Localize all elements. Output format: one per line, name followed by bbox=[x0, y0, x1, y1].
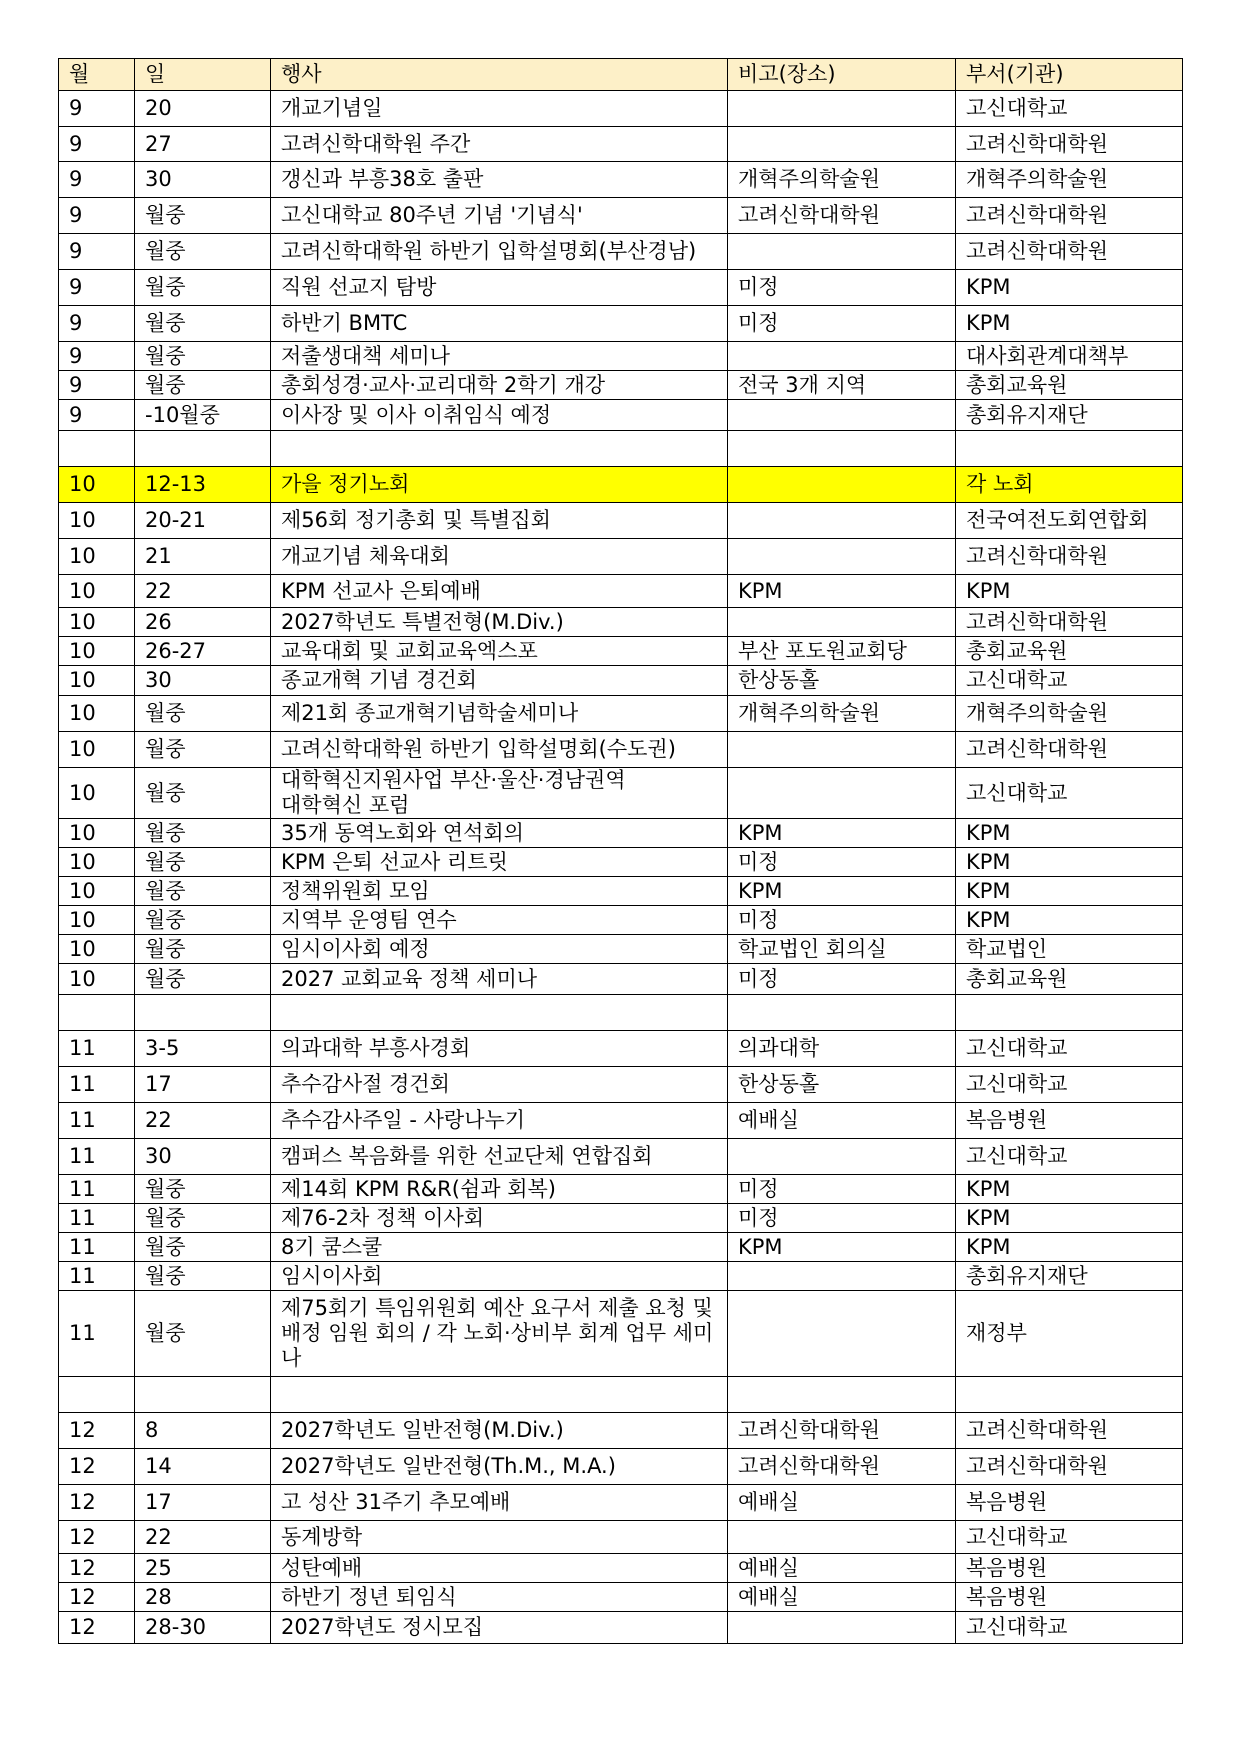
cell-event: 갱신과 부흥38호 출판 bbox=[271, 162, 728, 198]
cell-dept bbox=[956, 1377, 1183, 1413]
cell-dept: KPM bbox=[956, 306, 1183, 342]
cell-note bbox=[728, 127, 956, 162]
table-row bbox=[59, 819, 1183, 848]
table-row bbox=[59, 732, 1183, 768]
header-event: 행사 bbox=[271, 59, 728, 91]
cell-note: KPM bbox=[728, 575, 956, 608]
cell-day: 월중 bbox=[135, 306, 271, 342]
cell-event: 2027학년도 일반전형(M.Div.) bbox=[271, 1413, 728, 1449]
cell-note: KPM bbox=[728, 1233, 956, 1262]
table-row bbox=[59, 696, 1183, 732]
cell-dept: KPM bbox=[956, 1204, 1183, 1233]
cell-day: 월중 bbox=[135, 1291, 271, 1377]
cell-event: 성탄예배 bbox=[271, 1554, 728, 1583]
cell-day: 월중 bbox=[135, 342, 271, 371]
cell-dept: 전국여전도회연합회 bbox=[956, 503, 1183, 539]
cell-dept: 고신대학교 bbox=[956, 1031, 1183, 1067]
cell-note: 예배실 bbox=[728, 1583, 956, 1612]
cell-dept: 고신대학교 bbox=[956, 1521, 1183, 1554]
cell-month: 11 bbox=[59, 1175, 135, 1204]
cell-day: 22 bbox=[135, 575, 271, 608]
cell-dept: 복음병원 bbox=[956, 1583, 1183, 1612]
cell-dept: 고신대학교 bbox=[956, 1139, 1183, 1175]
cell-dept: 개혁주의학술원 bbox=[956, 696, 1183, 732]
table-row bbox=[59, 608, 1183, 637]
table-row bbox=[59, 964, 1183, 995]
cell-dept bbox=[956, 995, 1183, 1031]
table-row bbox=[59, 234, 1183, 270]
cell-month: 10 bbox=[59, 608, 135, 637]
cell-month: 10 bbox=[59, 964, 135, 995]
cell-note bbox=[728, 1262, 956, 1291]
cell-day: 월중 bbox=[135, 877, 271, 906]
cell-day: 월중 bbox=[135, 1262, 271, 1291]
cell-event: 종교개혁 기념 경건회 bbox=[271, 666, 728, 696]
cell-month: 10 bbox=[59, 575, 135, 608]
cell-note: 고려신학대학원 bbox=[728, 1449, 956, 1485]
cell-month: 10 bbox=[59, 935, 135, 964]
cell-month: 10 bbox=[59, 768, 135, 819]
cell-month: 10 bbox=[59, 819, 135, 848]
cell-day: 3-5 bbox=[135, 1031, 271, 1067]
cell-day: 28-30 bbox=[135, 1612, 271, 1644]
cell-note: 예배실 bbox=[728, 1485, 956, 1521]
table-row bbox=[59, 1103, 1183, 1139]
cell-day: 월중 bbox=[135, 1233, 271, 1262]
cell-month: 12 bbox=[59, 1521, 135, 1554]
table-row bbox=[59, 162, 1183, 198]
cell-event bbox=[271, 1377, 728, 1413]
cell-day: 월중 bbox=[135, 371, 271, 400]
cell-day: 27 bbox=[135, 127, 271, 162]
cell-dept: KPM bbox=[956, 575, 1183, 608]
cell-day bbox=[135, 431, 271, 467]
table-row bbox=[59, 400, 1183, 431]
cell-day: 30 bbox=[135, 1139, 271, 1175]
cell-note: 예배실 bbox=[728, 1103, 956, 1139]
cell-dept: 대사회관계대책부 bbox=[956, 342, 1183, 371]
table-row bbox=[59, 1521, 1183, 1554]
table-row bbox=[59, 91, 1183, 127]
cell-note bbox=[728, 1139, 956, 1175]
table-row bbox=[59, 371, 1183, 400]
cell-note: 고려신학대학원 bbox=[728, 1413, 956, 1449]
table-body bbox=[59, 91, 1183, 1644]
table-row bbox=[59, 637, 1183, 666]
cell-event: 하반기 BMTC bbox=[271, 306, 728, 342]
table-row bbox=[59, 768, 1183, 819]
cell-month: 11 bbox=[59, 1233, 135, 1262]
cell-note bbox=[728, 467, 956, 503]
cell-month: 12 bbox=[59, 1485, 135, 1521]
cell-event: 캠퍼스 복음화를 위한 선교단체 연합집회 bbox=[271, 1139, 728, 1175]
cell-dept: 총회교육원 bbox=[956, 964, 1183, 995]
header-day: 일 bbox=[135, 59, 271, 91]
cell-event: 2027 교회교육 정책 세미나 bbox=[271, 964, 728, 995]
cell-event bbox=[271, 995, 728, 1031]
cell-note: 한상동홀 bbox=[728, 1067, 956, 1103]
cell-note: 고려신학대학원 bbox=[728, 198, 956, 234]
cell-month: 9 bbox=[59, 162, 135, 198]
cell-day: 26 bbox=[135, 608, 271, 637]
table-row bbox=[59, 1554, 1183, 1583]
table-row bbox=[59, 127, 1183, 162]
cell-month: 11 bbox=[59, 1204, 135, 1233]
cell-note bbox=[728, 608, 956, 637]
cell-day: -10월중 bbox=[135, 400, 271, 431]
cell-day: 월중 bbox=[135, 906, 271, 935]
cell-event: 임시이사회 bbox=[271, 1262, 728, 1291]
cell-event: KPM 선교사 은퇴예배 bbox=[271, 575, 728, 608]
table-row bbox=[59, 575, 1183, 608]
cell-event: 추수감사주일 - 사랑나누기 bbox=[271, 1103, 728, 1139]
cell-note: 미정 bbox=[728, 1175, 956, 1204]
cell-event: 대학혁신지원사업 부산·울산·경남권역 대학혁신 포럼 bbox=[271, 768, 728, 819]
table-row bbox=[59, 198, 1183, 234]
table-row bbox=[59, 1031, 1183, 1067]
cell-month: 10 bbox=[59, 637, 135, 666]
cell-day: 21 bbox=[135, 539, 271, 575]
cell-event: 제21회 종교개혁기념학술세미나 bbox=[271, 696, 728, 732]
cell-day: 20 bbox=[135, 91, 271, 127]
table-row bbox=[59, 877, 1183, 906]
cell-note bbox=[728, 91, 956, 127]
cell-dept: 고려신학대학원 bbox=[956, 732, 1183, 768]
cell-note: KPM bbox=[728, 819, 956, 848]
cell-dept: 고신대학교 bbox=[956, 1612, 1183, 1644]
cell-event: 임시이사회 예정 bbox=[271, 935, 728, 964]
cell-dept: 학교법인 bbox=[956, 935, 1183, 964]
cell-event: 35개 동역노회와 연석회의 bbox=[271, 819, 728, 848]
cell-dept: 고려신학대학원 bbox=[956, 1449, 1183, 1485]
cell-day: 28 bbox=[135, 1583, 271, 1612]
cell-day: 월중 bbox=[135, 935, 271, 964]
cell-event: 개교기념 체육대회 bbox=[271, 539, 728, 575]
cell-month: 11 bbox=[59, 1103, 135, 1139]
table-row bbox=[59, 503, 1183, 539]
cell-day: 30 bbox=[135, 162, 271, 198]
table-row bbox=[59, 342, 1183, 371]
cell-note: 한상동홀 bbox=[728, 666, 956, 696]
cell-event: 총회성경·교사·교리대학 2학기 개강 bbox=[271, 371, 728, 400]
cell-month: 11 bbox=[59, 1067, 135, 1103]
cell-month: 12 bbox=[59, 1583, 135, 1612]
table-row bbox=[59, 995, 1183, 1031]
cell-dept: 총회교육원 bbox=[956, 637, 1183, 666]
cell-month: 10 bbox=[59, 906, 135, 935]
cell-month: 9 bbox=[59, 400, 135, 431]
header-dept: 부서(기관) bbox=[956, 59, 1183, 91]
header-note: 비고(장소) bbox=[728, 59, 956, 91]
table-row bbox=[59, 1449, 1183, 1485]
cell-dept: KPM bbox=[956, 877, 1183, 906]
cell-day: 17 bbox=[135, 1485, 271, 1521]
cell-month: 9 bbox=[59, 306, 135, 342]
table-row bbox=[59, 1262, 1183, 1291]
cell-note bbox=[728, 1377, 956, 1413]
cell-event: 교육대회 및 교회교육엑스포 bbox=[271, 637, 728, 666]
cell-note bbox=[728, 234, 956, 270]
cell-dept: KPM bbox=[956, 1233, 1183, 1262]
cell-event: 저출생대책 세미나 bbox=[271, 342, 728, 371]
cell-event bbox=[271, 431, 728, 467]
cell-note bbox=[728, 768, 956, 819]
cell-month: 12 bbox=[59, 1449, 135, 1485]
cell-dept: 고신대학교 bbox=[956, 91, 1183, 127]
cell-month: 9 bbox=[59, 127, 135, 162]
cell-dept: 고려신학대학원 bbox=[956, 234, 1183, 270]
cell-month: 10 bbox=[59, 503, 135, 539]
cell-event: 고려신학대학원 하반기 입학설명회(수도권) bbox=[271, 732, 728, 768]
cell-note: 부산 포도원교회당 bbox=[728, 637, 956, 666]
cell-month bbox=[59, 995, 135, 1031]
cell-note: 미정 bbox=[728, 848, 956, 877]
cell-month: 9 bbox=[59, 270, 135, 306]
cell-dept: 고려신학대학원 bbox=[956, 127, 1183, 162]
schedule-table bbox=[58, 58, 1183, 1644]
cell-dept: 고신대학교 bbox=[956, 666, 1183, 696]
table-row bbox=[59, 431, 1183, 467]
cell-month: 10 bbox=[59, 848, 135, 877]
cell-event: 2027학년도 특별전형(M.Div.) bbox=[271, 608, 728, 637]
cell-event: 2027학년도 일반전형(Th.M., M.A.) bbox=[271, 1449, 728, 1485]
cell-event: 이사장 및 이사 이취임식 예정 bbox=[271, 400, 728, 431]
cell-dept: 고려신학대학원 bbox=[956, 608, 1183, 637]
cell-dept: 총회교육원 bbox=[956, 371, 1183, 400]
cell-dept: 고신대학교 bbox=[956, 1067, 1183, 1103]
cell-note bbox=[728, 503, 956, 539]
cell-day: 8 bbox=[135, 1413, 271, 1449]
cell-note: 미정 bbox=[728, 964, 956, 995]
cell-month: 11 bbox=[59, 1291, 135, 1377]
cell-event: 제56회 정기총회 및 특별집회 bbox=[271, 503, 728, 539]
cell-note: 미정 bbox=[728, 906, 956, 935]
cell-dept: 고려신학대학원 bbox=[956, 198, 1183, 234]
cell-month: 10 bbox=[59, 877, 135, 906]
cell-note: 미정 bbox=[728, 1204, 956, 1233]
cell-note bbox=[728, 732, 956, 768]
cell-event: KPM 은퇴 선교사 리트릿 bbox=[271, 848, 728, 877]
cell-day bbox=[135, 1377, 271, 1413]
cell-note: KPM bbox=[728, 877, 956, 906]
cell-month: 11 bbox=[59, 1031, 135, 1067]
cell-note bbox=[728, 431, 956, 467]
table-row bbox=[59, 1204, 1183, 1233]
cell-dept: KPM bbox=[956, 819, 1183, 848]
table-row bbox=[59, 1612, 1183, 1644]
cell-month bbox=[59, 1377, 135, 1413]
cell-dept: 총회유지재단 bbox=[956, 400, 1183, 431]
cell-dept: 총회유지재단 bbox=[956, 1262, 1183, 1291]
cell-month: 10 bbox=[59, 666, 135, 696]
cell-month: 12 bbox=[59, 1554, 135, 1583]
cell-day: 22 bbox=[135, 1521, 271, 1554]
table-row bbox=[59, 1067, 1183, 1103]
cell-event: 제75회기 특임위원회 예산 요구서 제출 요청 및 배정 임원 회의 / 각 노회·상비부 회계 업무 세미나 bbox=[271, 1291, 728, 1377]
table-header-row bbox=[59, 59, 1183, 91]
cell-day: 17 bbox=[135, 1067, 271, 1103]
cell-day: 월중 bbox=[135, 768, 271, 819]
cell-month: 9 bbox=[59, 342, 135, 371]
cell-dept: KPM bbox=[956, 1175, 1183, 1204]
cell-dept: KPM bbox=[956, 270, 1183, 306]
cell-month: 12 bbox=[59, 1413, 135, 1449]
cell-event: 직원 선교지 탐방 bbox=[271, 270, 728, 306]
cell-day: 월중 bbox=[135, 270, 271, 306]
table-row bbox=[59, 666, 1183, 696]
cell-day: 월중 bbox=[135, 964, 271, 995]
table-row bbox=[59, 539, 1183, 575]
cell-month: 9 bbox=[59, 234, 135, 270]
cell-note: 미정 bbox=[728, 270, 956, 306]
cell-event: 추수감사절 경건회 bbox=[271, 1067, 728, 1103]
cell-event: 의과대학 부흥사경회 bbox=[271, 1031, 728, 1067]
cell-dept: 복음병원 bbox=[956, 1554, 1183, 1583]
cell-event: 정책위원회 모임 bbox=[271, 877, 728, 906]
cell-note bbox=[728, 342, 956, 371]
cell-day: 25 bbox=[135, 1554, 271, 1583]
cell-dept: 재정부 bbox=[956, 1291, 1183, 1377]
cell-event: 가을 정기노회 bbox=[271, 467, 728, 503]
cell-event: 고 성산 31주기 추모예배 bbox=[271, 1485, 728, 1521]
cell-event: 하반기 정년 퇴임식 bbox=[271, 1583, 728, 1612]
cell-month: 9 bbox=[59, 371, 135, 400]
cell-month: 11 bbox=[59, 1262, 135, 1291]
table-row bbox=[59, 306, 1183, 342]
table-row bbox=[59, 467, 1183, 503]
table-row bbox=[59, 848, 1183, 877]
cell-dept: 복음병원 bbox=[956, 1103, 1183, 1139]
table-row bbox=[59, 1175, 1183, 1204]
cell-day: 월중 bbox=[135, 198, 271, 234]
cell-event: 지역부 운영팀 연수 bbox=[271, 906, 728, 935]
cell-event: 8기 쿰스쿨 bbox=[271, 1233, 728, 1262]
cell-dept: 개혁주의학술원 bbox=[956, 162, 1183, 198]
cell-day: 월중 bbox=[135, 1204, 271, 1233]
cell-note: 미정 bbox=[728, 306, 956, 342]
table-row bbox=[59, 1583, 1183, 1612]
cell-dept: 복음병원 bbox=[956, 1485, 1183, 1521]
cell-month: 10 bbox=[59, 732, 135, 768]
cell-day: 월중 bbox=[135, 819, 271, 848]
table-row bbox=[59, 1233, 1183, 1262]
cell-day: 30 bbox=[135, 666, 271, 696]
cell-month: 12 bbox=[59, 1612, 135, 1644]
cell-day: 월중 bbox=[135, 732, 271, 768]
cell-note: 전국 3개 지역 bbox=[728, 371, 956, 400]
cell-dept bbox=[956, 431, 1183, 467]
cell-note bbox=[728, 539, 956, 575]
table-row bbox=[59, 906, 1183, 935]
cell-day: 26-27 bbox=[135, 637, 271, 666]
table-row bbox=[59, 270, 1183, 306]
cell-event: 제76-2차 정책 이사회 bbox=[271, 1204, 728, 1233]
cell-day bbox=[135, 995, 271, 1031]
cell-day: 14 bbox=[135, 1449, 271, 1485]
cell-note: 예배실 bbox=[728, 1554, 956, 1583]
cell-note: 개혁주의학술원 bbox=[728, 162, 956, 198]
cell-dept: 고려신학대학원 bbox=[956, 539, 1183, 575]
cell-dept: 고려신학대학원 bbox=[956, 1413, 1183, 1449]
cell-dept: 각 노회 bbox=[956, 467, 1183, 503]
cell-event: 제14회 KPM R&R(쉼과 회복) bbox=[271, 1175, 728, 1204]
cell-event: 개교기념일 bbox=[271, 91, 728, 127]
cell-month: 10 bbox=[59, 539, 135, 575]
cell-event: 고려신학대학원 주간 bbox=[271, 127, 728, 162]
cell-day: 월중 bbox=[135, 696, 271, 732]
cell-month: 11 bbox=[59, 1139, 135, 1175]
table-row bbox=[59, 1139, 1183, 1175]
cell-dept: KPM bbox=[956, 906, 1183, 935]
cell-note bbox=[728, 1291, 956, 1377]
cell-event: 동계방학 bbox=[271, 1521, 728, 1554]
cell-event: 2027학년도 정시모집 bbox=[271, 1612, 728, 1644]
cell-event: 고신대학교 80주년 기념 '기념식' bbox=[271, 198, 728, 234]
table-row bbox=[59, 935, 1183, 964]
table-row bbox=[59, 1291, 1183, 1377]
cell-day: 월중 bbox=[135, 848, 271, 877]
cell-dept: 고신대학교 bbox=[956, 768, 1183, 819]
cell-day: 월중 bbox=[135, 1175, 271, 1204]
cell-day: 12-13 bbox=[135, 467, 271, 503]
table-row bbox=[59, 1377, 1183, 1413]
cell-note: 의과대학 bbox=[728, 1031, 956, 1067]
table-row bbox=[59, 1413, 1183, 1449]
cell-day: 20-21 bbox=[135, 503, 271, 539]
cell-note bbox=[728, 1612, 956, 1644]
cell-note: 학교법인 회의실 bbox=[728, 935, 956, 964]
header-month: 월 bbox=[59, 59, 135, 91]
schedule-table-container bbox=[58, 58, 1182, 1644]
cell-month: 10 bbox=[59, 467, 135, 503]
cell-note bbox=[728, 1521, 956, 1554]
table-row bbox=[59, 1485, 1183, 1521]
cell-event: 고려신학대학원 하반기 입학설명회(부산경남) bbox=[271, 234, 728, 270]
cell-month: 9 bbox=[59, 91, 135, 127]
cell-month: 10 bbox=[59, 696, 135, 732]
cell-day: 22 bbox=[135, 1103, 271, 1139]
cell-note bbox=[728, 400, 956, 431]
cell-month bbox=[59, 431, 135, 467]
cell-note: 개혁주의학술원 bbox=[728, 696, 956, 732]
cell-day: 월중 bbox=[135, 234, 271, 270]
cell-dept: KPM bbox=[956, 848, 1183, 877]
cell-note bbox=[728, 995, 956, 1031]
cell-month: 9 bbox=[59, 198, 135, 234]
